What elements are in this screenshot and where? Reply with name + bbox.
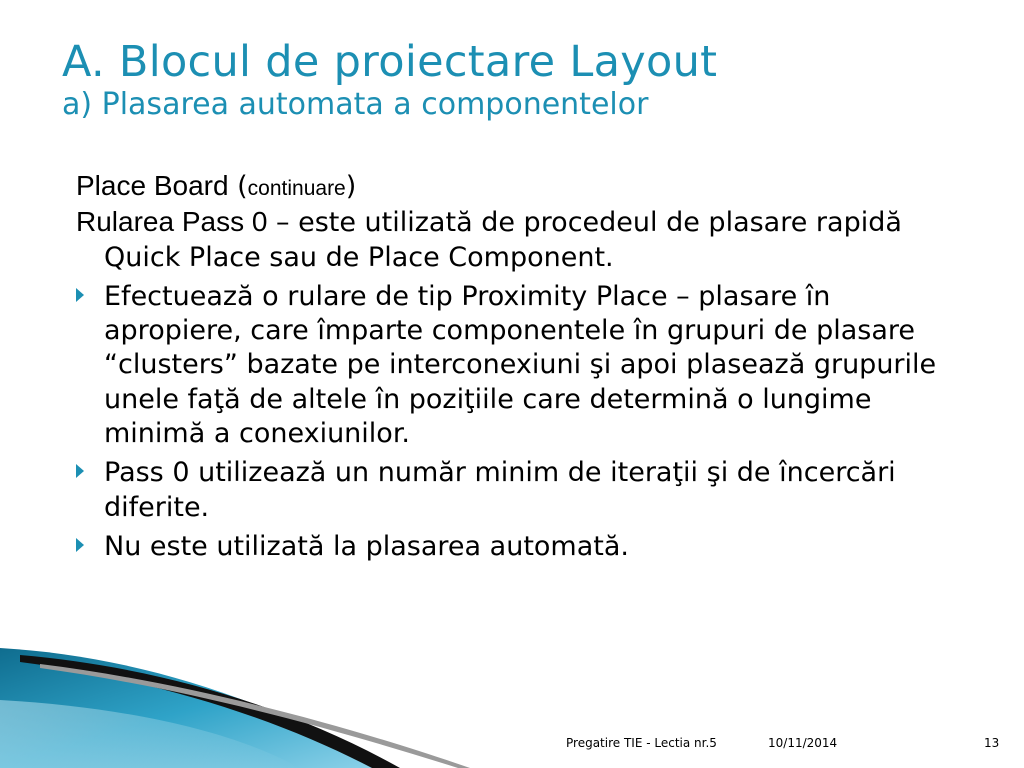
list-item: [76, 456, 976, 525]
section-heading-paren-open: (: [228, 171, 248, 202]
triangle-right-icon: [76, 538, 84, 552]
section-heading-paren-close: ): [345, 171, 357, 202]
list-item-text: Efectuează o rulare de tip Proximity Place – plasare în apropiere, care împarte componentele în grupuri de plasare “clusters” bazate pe interconexiuni şi apoi plasează grupurile unele faţă de altele în poziţiile care determină o lungime minimă a conexiunilor.: [104, 280, 937, 449]
section-heading-label: Place Board: [76, 170, 229, 201]
slide-title-block: [62, 38, 1002, 122]
footer-date: 10/11/2014: [768, 736, 838, 750]
list-item: [76, 280, 976, 451]
intro-lead: Rularea Pass 0: [76, 206, 268, 238]
intro-paragraph: [76, 204, 976, 275]
list-item-text: Pass 0 utilizează un număr minim de iteraţii şi de încercări diferite.: [104, 457, 896, 523]
footer-text: Pregatire TIE - Lectia nr.5: [566, 736, 717, 750]
slide-body: [76, 168, 976, 564]
page-number: 13: [984, 736, 1000, 750]
list-item-text: Nu este utilizată la plasarea automată.: [104, 530, 629, 562]
section-heading-note: continuare: [247, 177, 346, 200]
triangle-right-icon: [76, 464, 84, 478]
triangle-right-icon: [76, 288, 84, 302]
intro-text: – este utilizată de procedeul de plasare rapidă Quick Place sau de Place Component.: [104, 207, 902, 273]
section-heading: [76, 168, 976, 204]
slide-subtitle: a) Plasarea automata a componentelor: [62, 87, 649, 123]
slide-title: A. Blocul de proiectare Layout: [62, 37, 718, 87]
list-item: [76, 530, 976, 564]
